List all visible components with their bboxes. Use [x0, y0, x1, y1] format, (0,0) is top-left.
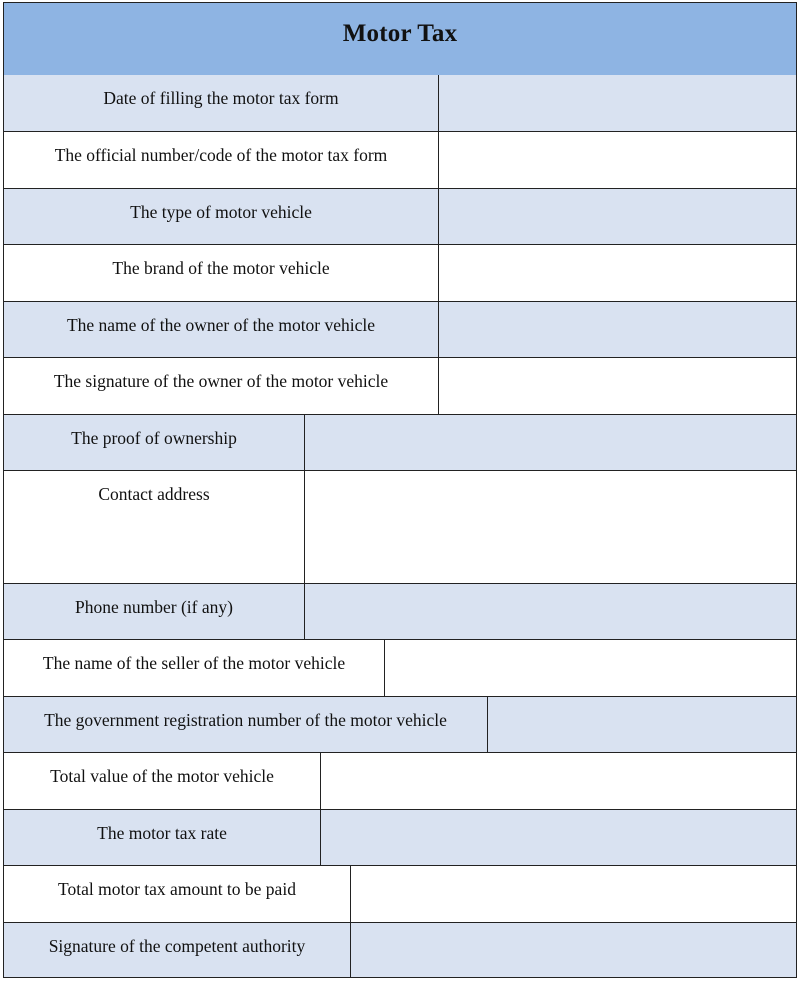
label-date-of-filling: Date of filling the motor tax form	[4, 75, 439, 131]
label-phone-number: Phone number (if any)	[4, 584, 305, 639]
row-registration-number	[4, 697, 796, 753]
input-total-value[interactable]	[321, 753, 796, 809]
label-owner-signature: The signature of the owner of the motor vehicle	[4, 358, 439, 414]
input-contact-address[interactable]	[305, 471, 796, 583]
input-owner-name[interactable]	[439, 302, 796, 357]
label-contact-address: Contact address	[4, 471, 305, 583]
label-official-number: The official number/code of the motor tax form	[4, 132, 439, 188]
input-official-number[interactable]	[439, 132, 796, 188]
row-vehicle-type	[4, 189, 796, 245]
row-total-value	[4, 753, 796, 810]
input-phone-number[interactable]	[305, 584, 796, 639]
label-owner-name: The name of the owner of the motor vehicle	[4, 302, 439, 357]
row-owner-signature	[4, 358, 796, 415]
row-owner-name	[4, 302, 796, 358]
input-vehicle-brand[interactable]	[439, 245, 796, 301]
label-total-value: Total value of the motor vehicle	[4, 753, 321, 809]
label-registration-number: The government registration number of the motor vehicle	[4, 697, 488, 752]
input-owner-signature[interactable]	[439, 358, 796, 414]
input-authority-signature[interactable]	[351, 923, 796, 977]
form-header	[4, 3, 796, 76]
label-vehicle-type: The type of motor vehicle	[4, 189, 439, 244]
input-seller-name[interactable]	[385, 640, 796, 696]
label-authority-signature: Signature of the competent authority	[4, 923, 351, 977]
input-tax-rate[interactable]	[321, 810, 796, 865]
label-seller-name: The name of the seller of the motor vehicle	[4, 640, 385, 696]
row-tax-rate	[4, 810, 796, 866]
row-tax-amount	[4, 866, 796, 923]
label-tax-rate: The motor tax rate	[4, 810, 321, 865]
label-tax-amount: Total motor tax amount to be paid	[4, 866, 351, 922]
input-registration-number[interactable]	[488, 697, 796, 752]
row-phone-number	[4, 584, 796, 640]
form-title: Motor Tax	[342, 20, 458, 47]
row-date-of-filling	[4, 75, 796, 132]
row-contact-address	[4, 471, 796, 584]
row-seller-name	[4, 640, 796, 697]
row-vehicle-brand	[4, 245, 796, 302]
row-official-number	[4, 132, 796, 189]
input-date-of-filling[interactable]	[439, 75, 796, 131]
input-tax-amount[interactable]	[351, 866, 796, 922]
input-vehicle-type[interactable]	[439, 189, 796, 244]
input-proof-of-ownership[interactable]	[305, 415, 796, 470]
row-authority-signature	[4, 923, 796, 977]
row-proof-of-ownership	[4, 415, 796, 471]
motor-tax-form	[3, 2, 797, 978]
label-proof-of-ownership: The proof of ownership	[4, 415, 305, 470]
label-vehicle-brand: The brand of the motor vehicle	[4, 245, 439, 301]
